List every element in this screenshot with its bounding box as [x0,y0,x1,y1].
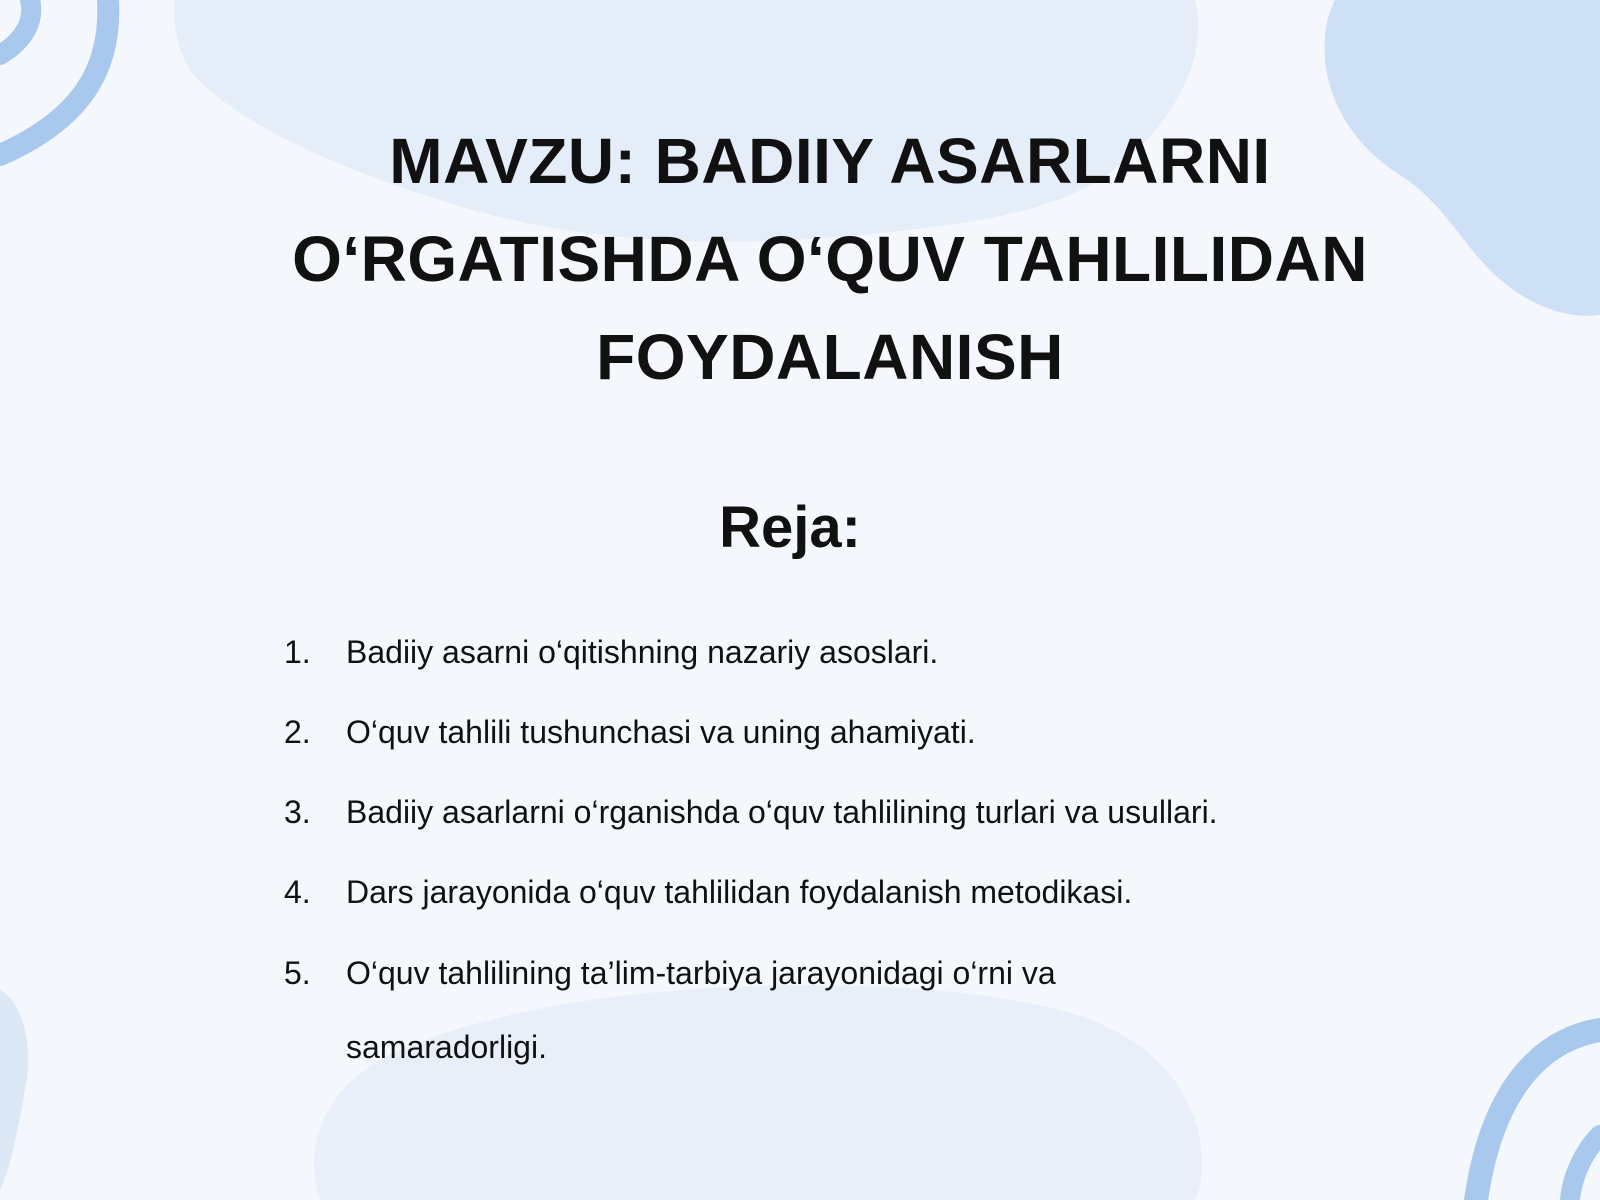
plan-item-number: 5. [284,955,311,991]
slide-title-line: FOYDALANISH [596,321,1064,393]
plan-item-text: Badiiy asarni o‘qitishning nazariy asoslari. [346,634,939,670]
plan-item-number: 1. [284,634,311,670]
plan-item [284,792,1404,832]
plan-item-text: Badiiy asarlarni o‘rganishda o‘quv tahlilining turlari va usullari. [346,794,1218,830]
plan-heading: Reja: [719,495,861,560]
slide-title-line: MAVZU: BADIIY ASARLARNI [389,125,1271,197]
plan-item [284,872,1404,912]
plan-item [284,632,1404,672]
slide-title-line: O‘RGATISHDA O‘QUV TAHLILIDAN [292,223,1368,295]
plan-item-number: 4. [284,874,311,910]
plan-item-number: 3. [284,794,311,830]
slide-title [160,112,1500,406]
plan-item-number: 2. [284,714,311,750]
plan-item [284,936,1404,1084]
plan-item-text: O‘quv tahlilining ta’lim-tarbiya jarayonidagi o‘rni va samaradorligi. [346,955,1056,1065]
plan-item-text: Dars jarayonida o‘quv tahlilidan foydalanish metodikasi. [346,874,1133,910]
plan-list [284,632,1404,1124]
plan-item-text: O‘quv tahlili tushunchasi va uning ahamiyati. [346,714,976,750]
plan-item [284,712,1404,752]
